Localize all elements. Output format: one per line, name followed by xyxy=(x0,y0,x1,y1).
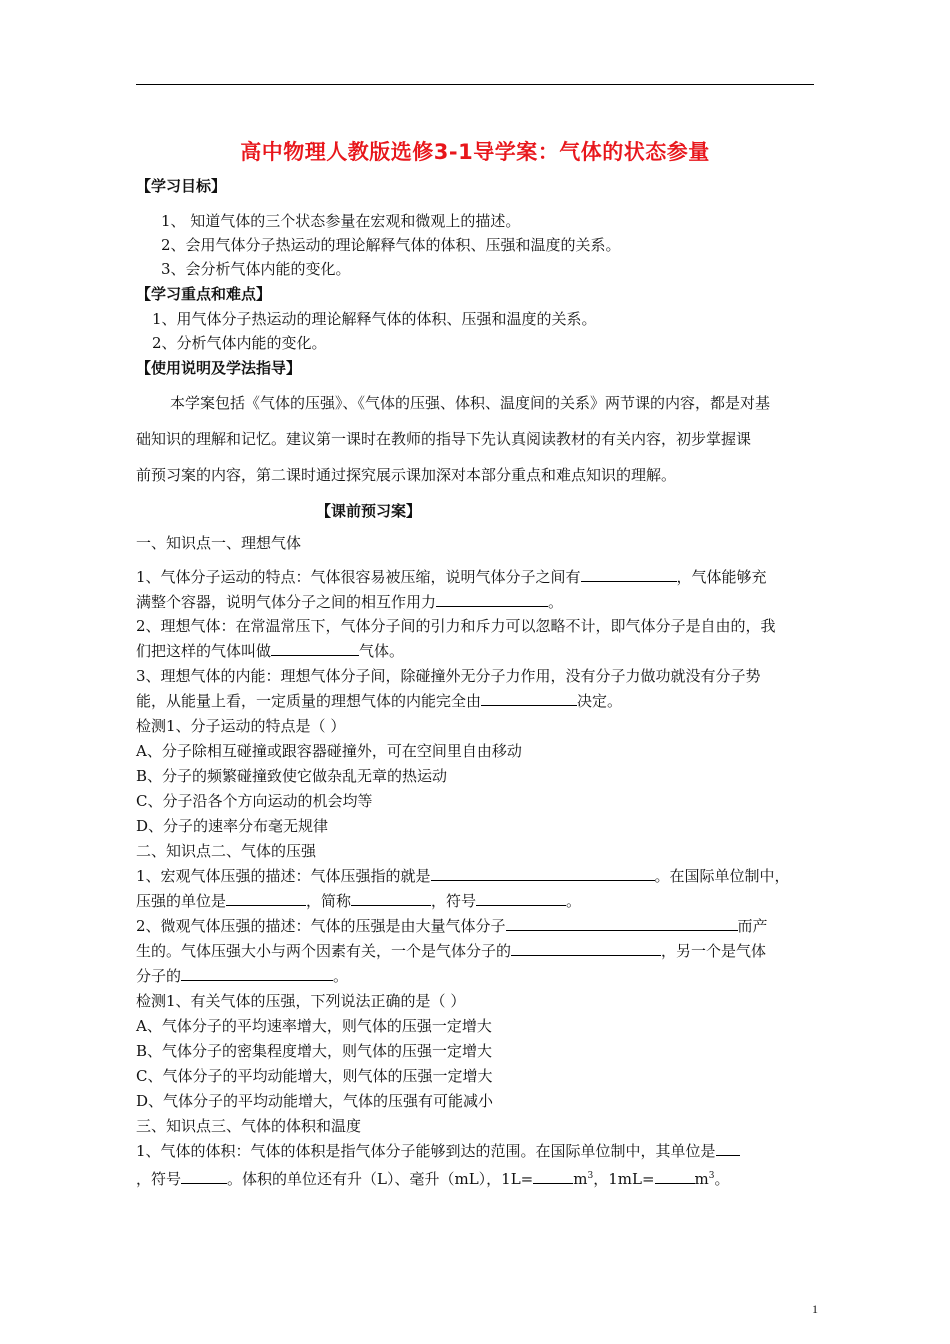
option-d[interactable]: D、分子的速率分布毫无规律 xyxy=(136,817,329,835)
instructions-line: 本学案包括《气体的压强》、《气体的压强、体积、温度间的关系》两节课的内容，都是对基 xyxy=(170,394,771,412)
option-c[interactable]: C、气体分子的平均动能增大，则气体的压强一定增大 xyxy=(136,1067,493,1085)
answer-blank[interactable] xyxy=(431,866,655,881)
option-c[interactable]: C、分子沿各个方向运动的机会均等 xyxy=(136,792,373,810)
option-d[interactable]: D、气体分子的平均动能增大，气体的压强有可能减小 xyxy=(136,1092,494,1110)
question-line: 2、微观气体压强的描述：气体的压强是由大量气体分子 而产 xyxy=(136,917,768,935)
answer-blank[interactable] xyxy=(655,1169,695,1184)
answer-blank[interactable] xyxy=(481,691,577,706)
answer-blank[interactable] xyxy=(181,966,333,981)
check-question: 检测1、分子运动的特点是（ ） xyxy=(136,717,346,735)
option-a[interactable]: A、分子除相互碰撞或跟容器碰撞外，可在空间里自由移动 xyxy=(136,742,522,760)
question-line: 生的。气体压强大小与两个因素有关，一个是气体分子的 ，另一个是气体 xyxy=(136,942,767,960)
preview-heading: 【课前预习案】 xyxy=(316,502,422,520)
answer-blank[interactable] xyxy=(181,1169,227,1184)
objectives-heading: 【学习目标】 xyxy=(136,177,227,195)
question-line: 2、理想气体：在常温常压下，气体分子间的引力和斥力可以忽略不计，即气体分子是自由的，我 xyxy=(136,617,776,635)
question-line: 1、宏观气体压强的描述：气体压强指的就是 。在国际单位制中， xyxy=(136,867,790,885)
question-line: 压强的单位是 ，简称 ，符号 。 xyxy=(136,892,582,910)
answer-blank[interactable] xyxy=(226,891,306,906)
option-b[interactable]: B、气体分子的密集程度增大，则气体的压强一定增大 xyxy=(136,1042,493,1060)
section-title: 二、知识点二、气体的压强 xyxy=(136,842,317,860)
question-line: 3、理想气体的内能：理想气体分子间，除碰撞外无分子力作用，没有分子力做功就没有分子势 xyxy=(136,667,761,685)
answer-blank[interactable] xyxy=(436,592,548,607)
answer-blank[interactable] xyxy=(511,941,661,956)
section-title: 一、知识点一、理想气体 xyxy=(136,534,302,552)
objective-item: 1、 知道气体的三个状态参量在宏观和微观上的描述。 xyxy=(161,212,521,230)
question-line: 1、气体分子运动的特点：气体很容易被压缩，说明气体分子之间有 ，气体能够充 xyxy=(136,568,767,586)
question-line: 分子的 。 xyxy=(136,967,349,985)
answer-blank[interactable] xyxy=(506,916,738,931)
key-point-item: 1、用气体分子热运动的理论解释气体的体积、压强和温度的关系。 xyxy=(152,310,597,328)
instructions-line: 前预习案的内容，第二课时通过探究展示课加深对本部分重点和难点知识的理解。 xyxy=(136,466,677,484)
instructions-line: 础知识的理解和记忆。建议第一课时在教师的指导下先认真阅读教材的有关内容，初步掌握课 xyxy=(136,430,752,448)
answer-blank[interactable] xyxy=(716,1141,740,1156)
question-line: 能，从能量上看，一定质量的理想气体的内能完全由 决定。 xyxy=(136,692,623,710)
objective-item: 3、会分析气体内能的变化。 xyxy=(161,260,351,278)
question-line: 们把这样的气体叫做 气体。 xyxy=(136,642,405,660)
question-line: 满整个容器，说明气体分子之间的相互作用力 。 xyxy=(136,593,564,611)
objective-item: 2、会用气体分子热运动的理论解释气体的体积、压强和温度的关系。 xyxy=(161,236,621,254)
document-title: 高中物理人教版选修3-1导学案：气体的状态参量 xyxy=(240,140,710,164)
check-question: 检测1、有关气体的压强，下列说法正确的是（ ） xyxy=(136,992,466,1010)
question-line: ，符号 。体积的单位还有升（L）、毫升（mL），$1L= m^3$，$1mL= m^3$。 xyxy=(136,1170,730,1188)
question-line: 1、气体的体积：气体的体积是指气体分子能够到达的范围。在国际单位制中，其单位是 xyxy=(136,1140,740,1162)
option-a[interactable]: A、气体分子的平均速率增大，则气体的压强一定增大 xyxy=(136,1017,492,1035)
answer-blank[interactable] xyxy=(581,567,677,582)
page-number: 1 xyxy=(812,1302,818,1316)
answer-blank[interactable] xyxy=(271,641,359,656)
answer-blank[interactable] xyxy=(351,891,431,906)
section-title: 三、知识点三、气体的体积和温度 xyxy=(136,1117,362,1135)
header-rule xyxy=(136,84,814,85)
answer-blank[interactable] xyxy=(533,1169,573,1184)
instructions-heading: 【使用说明及学法指导】 xyxy=(136,359,302,377)
key-points-heading: 【学习重点和难点】 xyxy=(136,285,272,303)
key-point-item: 2、分析气体内能的变化。 xyxy=(152,334,327,352)
option-b[interactable]: B、分子的频繁碰撞致使它做杂乱无章的热运动 xyxy=(136,767,448,785)
answer-blank[interactable] xyxy=(476,891,566,906)
